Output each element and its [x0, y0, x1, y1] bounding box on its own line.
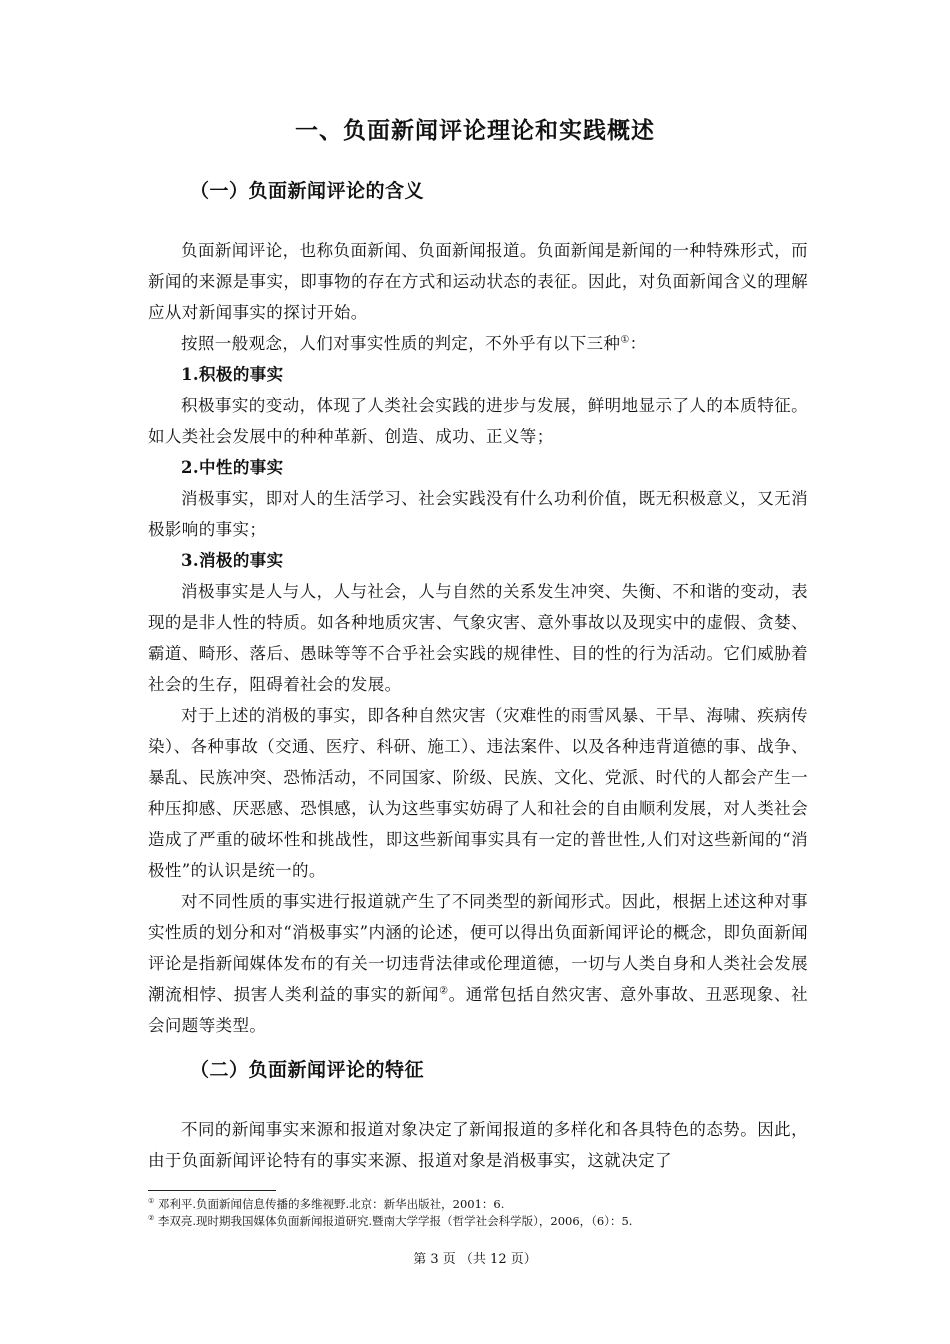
paragraph: 积极事实的变动，体现了人类社会实践的进步与发展，鲜明地显示了人的本质特征。如人类社会发展中的种种革新、创造、成功、正义等； [148, 396, 808, 446]
footnote-divider [148, 1190, 276, 1191]
footnote [148, 1196, 848, 1213]
paragraph: 消极事实是人与人，人与社会，人与自然的关系发生冲突、失衡、不和谐的变动，表现的是非人性的特质。如各种地质灾害、气象灾害、意外事故以及现实中的虚假、贪婪、霸道、畸形、落后、愚昧等等不合乎社会实践的规律性、目的性的行为活动。它们威胁着社会的生存，阻碍着社会的发展。 [148, 582, 808, 694]
list-item-title: 2.中性的事实 [181, 458, 284, 477]
footnote-mark: ① [148, 1197, 155, 1206]
footnote-text: 邓利平.负面新闻信息传播的多维视野.北京：新华出版社，2001：6. [157, 1197, 505, 1211]
paragraph-text: 按照一般观念，人们对事实性质的判定，不外乎有以下三种 [181, 334, 621, 353]
chapter-title: 一、负面新闻评论理论和实践概述 [295, 118, 655, 144]
paragraph: 负面新闻评论，也称负面新闻、负面新闻报道。负面新闻是新闻的一种特殊形式，而新闻的来源是事实，即事物的存在方式和运动状态的表征。因此，对负面新闻含义的理解应从对新闻事实的探讨开始。 [148, 241, 808, 322]
list-item-title: 3.消极的事实 [181, 551, 284, 570]
paragraph-text: 对不同性质的事实进行报道就产生了不同类型的新闻形式。因此，根据上述这种对事实性质的划分和对“消极事实”内涵的论述，便可以得出负面新闻评论的概念，即负面新闻评论是指新闻媒体发布的有关一切违背法律或伦理道德，一切与人类自身和人类社会发展潮流相悖、损害人类利益的事实的新闻 [148, 892, 808, 1004]
footnotes [148, 1196, 848, 1230]
section-heading-1: （一）负面新闻评论的含义 [190, 180, 425, 202]
section-heading-2: （二）负面新闻评论的特征 [190, 1059, 425, 1081]
list-item-title: 1.积极的事实 [181, 365, 284, 384]
section-2-body [148, 1114, 808, 1176]
paragraph-text: ： [629, 334, 647, 353]
paragraph [148, 328, 808, 359]
footnote-mark: ② [148, 1214, 155, 1223]
section-1-body [148, 235, 808, 1041]
footnote-ref: ① [620, 334, 630, 346]
paragraph: 对于上述的消极的事实，即各种自然灾害（灾难性的雨雪风暴、干旱、海啸、疾病传染）、各种事故（交通、医疗、科研、施工）、违法案件、以及各种违背道德的事、战争、暴乱、民族冲突、恐怖活动，不同国家、阶级、民族、文化、党派、时代的人都会产生一种压抑感、厌恶感、恐惧感，认为这些事实妨碍了人和社会的自由顺利发展，对人类社会造成了严重的破坏性和挑战性，即这些新闻事实具有一定的普世性,人们对这些新闻的“消极性”的认识是统一的。 [148, 706, 808, 880]
paragraph [148, 886, 808, 1041]
footnote [148, 1213, 848, 1230]
footnote-text: 李双亮.现时期我国媒体负面新闻报道研究.暨南大学学报（哲学社会科学版），2006，（6）：5. [157, 1214, 633, 1228]
paragraph-text: 。通常包括自然灾害、意外事故、丑恶现象、社会问题等类型。 [148, 985, 808, 1035]
paragraph: 不同的新闻事实来源和报道对象决定了新闻报道的多样化和各具特色的态势。因此，由于负面新闻评论特有的事实来源、报道对象是消极事实，这就决定了 [148, 1120, 808, 1170]
footnote-ref: ② [439, 985, 449, 997]
paragraph: 消极事实，即对人的生活学习、社会实践没有什么功利价值，既无积极意义，又无消极影响的事实； [148, 489, 808, 539]
page-number: 第 3 页 （共 12 页） [413, 1252, 537, 1267]
